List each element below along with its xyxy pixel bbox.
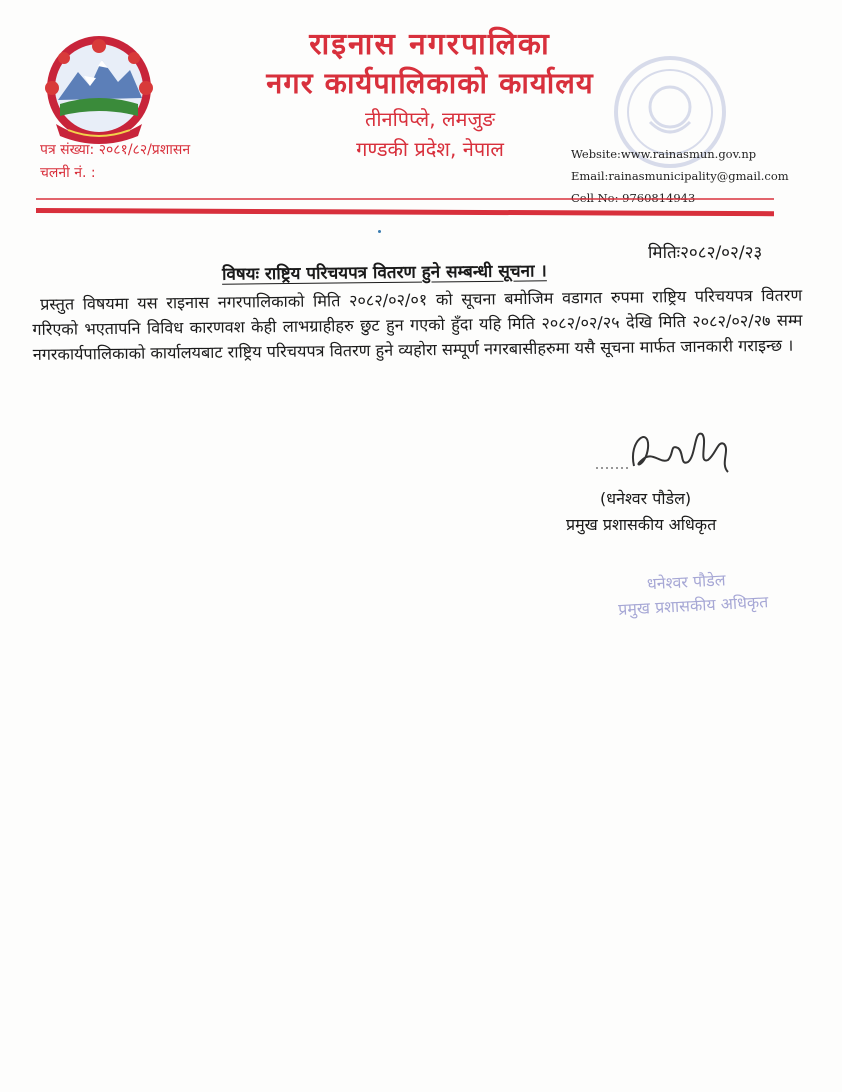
signature-icon: [590, 420, 740, 484]
signatory-name: (धनेश्वर पौडेल): [600, 489, 692, 508]
dispatch-number: चलनी नं. :: [40, 165, 96, 181]
notice-subject: विषयः राष्ट्रिय परिचयपत्र वितरण हुने सम्बन्धी सूचना ।: [221, 261, 547, 285]
stamp-title: प्रमुख प्रशासकीय अधिकृत: [617, 592, 769, 619]
contact-info: [571, 144, 789, 210]
name-stamp: [596, 563, 791, 643]
notice-body: प्रस्तुत विषयमा यस राइनास नगरपालिकाको मिति २०८२/०२/०१ को सूचना बमोजिम वडागत रुपमा राष्ट्रिय परिचयपत्र वितरण गरिएको भएतापनि विविध कारणवश केही लाभग्राहीहरु छुट हुन गएको हुँदा यहि मिति २०८२/०२/२५ देखि मिति २०८२/०२/२७ सम्म नगरकार्यपालिकाको कार्यालयबाट राष्ट्रिय परिचयपत्र वितरण हुने व्यहोरा सम्पूर्ण नगरबासीहरुमा यसै सूचना मार्फत जानकारी गराइन्छ ।: [32, 285, 803, 364]
notice-date: मितिः२०८२/०२/२३: [648, 243, 763, 263]
ink-dot: [378, 230, 381, 233]
office-name: नगर कार्यपालिकाको कार्यालय: [266, 66, 594, 100]
office-location: तीनपिप्ले, लमजुङ: [364, 107, 496, 131]
email-text: Email:rainasmunicipality@gmail.com: [571, 169, 789, 183]
stamp-name: धनेश्वर पौडेल: [646, 570, 727, 594]
website-text: Website:www.rainasmun.gov.np: [571, 147, 757, 161]
nepal-emblem-icon: [38, 32, 160, 148]
municipality-name: राइनास नगरपालिका: [309, 27, 551, 62]
letter-number: पत्र संख्या: २०८१/८२/प्रशासन: [40, 142, 191, 158]
province-country: गण्डकी प्रदेश, नेपाल: [356, 137, 504, 161]
signatory-title: प्रमुख प्रशासकीय अधिकृत: [566, 515, 717, 534]
header-divider-thin: [36, 198, 774, 200]
